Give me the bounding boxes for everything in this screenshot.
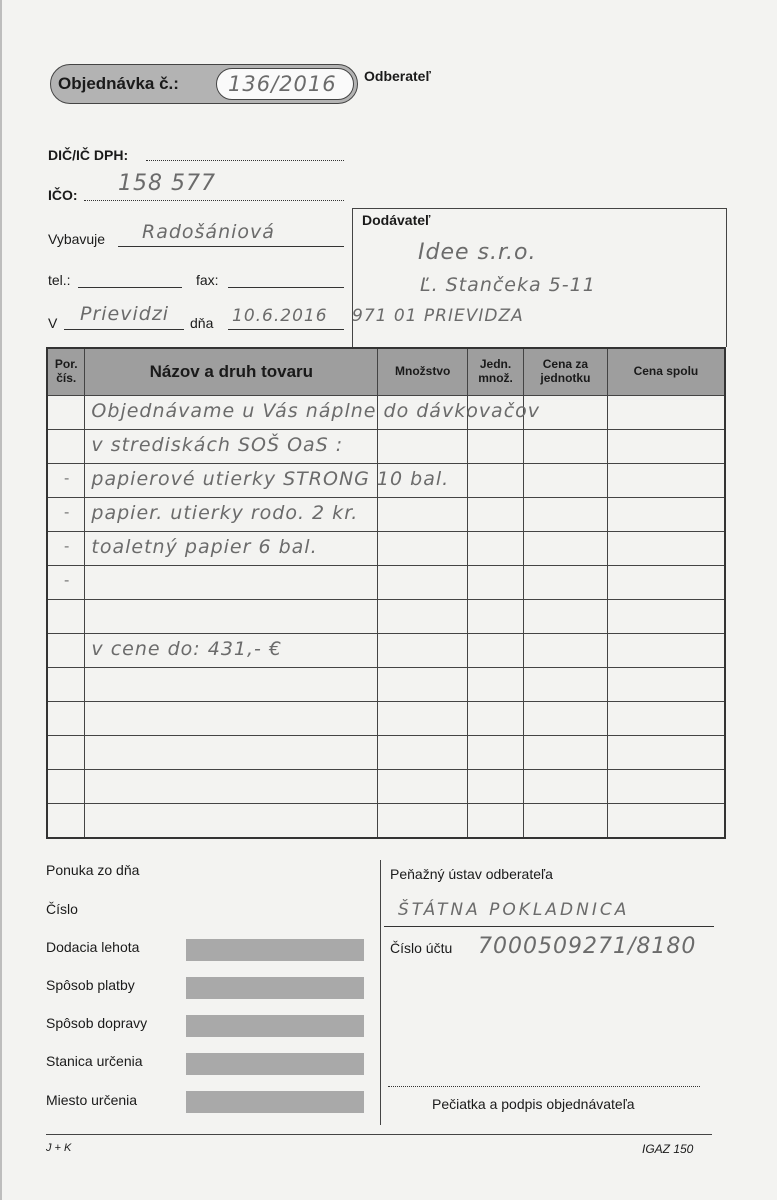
table-cell xyxy=(85,430,378,464)
table-cell xyxy=(85,396,541,430)
transport-label: Spôsob dopravy xyxy=(46,1015,148,1031)
table-cell xyxy=(468,532,524,566)
table-cell xyxy=(524,396,608,430)
table-cell xyxy=(378,498,468,532)
supplier-line-1: Idee s.r.o. xyxy=(418,240,537,265)
table-cell xyxy=(378,702,468,736)
table-cell xyxy=(85,736,378,770)
table-cell xyxy=(524,498,608,532)
row-text: papier. utierky rodo. 2 kr. xyxy=(91,502,359,524)
order-label: Objednávka č.: xyxy=(58,74,179,93)
table-cell xyxy=(85,634,378,668)
bank-field xyxy=(384,926,714,927)
header-total: Cena spolu xyxy=(607,348,725,396)
table-cell xyxy=(47,600,85,634)
customer-label: Odberateľ xyxy=(364,68,431,84)
table-row xyxy=(47,566,725,600)
table-cell xyxy=(47,396,85,430)
table-cell xyxy=(607,736,725,770)
fax-field xyxy=(228,287,344,288)
stamp-label: Pečiatka a podpis objednávateľa xyxy=(432,1096,635,1112)
handled-by-label: Vybavuje xyxy=(48,231,106,247)
table-cell xyxy=(468,702,524,736)
table-cell xyxy=(378,668,468,702)
row-text: v strediskách SOŠ OaS : xyxy=(91,434,344,456)
table-cell xyxy=(607,770,725,804)
table-cell xyxy=(378,464,468,498)
place-label: Miesto určenia xyxy=(46,1092,138,1108)
table-cell xyxy=(607,600,725,634)
table-cell xyxy=(468,634,524,668)
table-cell xyxy=(468,464,524,498)
row-text: v cene do: 431,- € xyxy=(91,638,283,660)
footer-divider xyxy=(380,860,381,1125)
bottom-right-code: IGAZ 150 xyxy=(642,1142,694,1156)
header-name: Názov a druh tovaru xyxy=(85,348,378,396)
table-row xyxy=(47,702,725,736)
supplier-line-3: 971 01 PRIEVIDZA xyxy=(352,306,524,326)
payment-label: Spôsob platby xyxy=(46,977,135,993)
table-cell xyxy=(524,668,608,702)
table-row xyxy=(47,668,725,702)
table-cell xyxy=(85,668,378,702)
table-cell xyxy=(378,566,468,600)
account-label: Číslo účtu xyxy=(390,940,453,956)
table-cell xyxy=(524,532,608,566)
table-cell xyxy=(524,430,608,464)
table-cell xyxy=(607,668,725,702)
date-value: 10.6.2016 xyxy=(232,306,328,326)
bottom-left-code: J + K xyxy=(46,1142,72,1154)
row-text: Objednávame u Vás náplne do dávkovačov xyxy=(91,400,541,422)
paper-edge xyxy=(0,0,2,1200)
tel-label: tel.: xyxy=(48,272,71,288)
table-row xyxy=(47,430,725,464)
ico-field xyxy=(84,200,344,201)
table-cell xyxy=(607,430,725,464)
table-cell xyxy=(47,464,85,498)
table-cell xyxy=(47,770,85,804)
in-label: V xyxy=(48,315,58,331)
table-cell xyxy=(85,566,378,600)
table-row xyxy=(47,634,725,668)
table-cell xyxy=(85,498,378,532)
supplier-line-2: Ľ. Stančeka 5-11 xyxy=(420,274,596,296)
table-cell xyxy=(468,430,524,464)
table-cell xyxy=(85,600,378,634)
account-value: 7000509271/8180 xyxy=(478,934,697,959)
items-header-row xyxy=(47,348,725,396)
items-table xyxy=(46,347,726,839)
order-number: 136/2016 xyxy=(228,72,337,96)
date-label: dňa xyxy=(190,315,214,331)
date-field xyxy=(228,329,344,330)
bottom-rule xyxy=(46,1134,712,1135)
table-cell xyxy=(607,566,725,600)
ico-value: 158 577 xyxy=(118,171,216,196)
table-cell xyxy=(607,464,725,498)
stamp-field xyxy=(388,1086,700,1087)
table-row xyxy=(47,804,725,839)
table-cell xyxy=(468,566,524,600)
table-cell xyxy=(524,736,608,770)
table-cell xyxy=(524,634,608,668)
table-cell xyxy=(47,634,85,668)
bank-value: ŠTÁTNA POKLADNICA xyxy=(398,900,630,920)
table-cell xyxy=(468,668,524,702)
table-cell xyxy=(468,600,524,634)
table-cell xyxy=(524,464,608,498)
table-cell xyxy=(468,736,524,770)
table-cell xyxy=(47,498,85,532)
number-label: Číslo xyxy=(46,901,78,917)
bank-label: Peňažný ústav odberateľa xyxy=(390,866,553,882)
header-qty: Množstvo xyxy=(378,348,468,396)
transport-bar xyxy=(186,1015,364,1037)
header-no: Por. čís. xyxy=(47,348,85,396)
table-row xyxy=(47,770,725,804)
header-unit-price: Cena za jednotku xyxy=(524,348,608,396)
table-cell xyxy=(607,634,725,668)
table-cell xyxy=(378,770,468,804)
row-dash: - xyxy=(64,470,70,487)
table-cell xyxy=(524,804,608,839)
table-row xyxy=(47,498,725,532)
dic-label: DIČ/IČ DPH: xyxy=(48,147,129,163)
place-bar xyxy=(186,1091,364,1113)
station-bar xyxy=(186,1053,364,1075)
table-cell xyxy=(607,532,725,566)
table-cell xyxy=(607,498,725,532)
table-cell xyxy=(378,634,468,668)
tel-field xyxy=(78,287,182,288)
city-field xyxy=(64,329,184,330)
row-text: toaletný papier 6 bal. xyxy=(91,536,318,558)
table-cell xyxy=(378,396,468,430)
handled-by-value: Radošániová xyxy=(142,221,275,243)
table-cell xyxy=(468,804,524,839)
table-row xyxy=(47,396,725,430)
supplier-label: Dodávateľ xyxy=(362,212,431,228)
table-cell xyxy=(47,532,85,566)
header-unit: Jedn. množ. xyxy=(468,348,524,396)
dic-field xyxy=(146,160,344,161)
table-cell xyxy=(607,804,725,839)
table-cell xyxy=(85,770,378,804)
table-cell xyxy=(47,804,85,839)
table-cell xyxy=(85,464,450,498)
table-cell xyxy=(85,702,378,736)
row-text: papierové utierky STRONG 10 bal. xyxy=(91,468,450,490)
delivery-label: Dodacia lehota xyxy=(46,939,140,955)
table-cell xyxy=(85,532,378,566)
table-cell xyxy=(47,430,85,464)
table-cell xyxy=(468,770,524,804)
city-value: Prievidzi xyxy=(80,303,170,325)
table-cell xyxy=(47,736,85,770)
table-cell xyxy=(468,396,524,430)
table-cell xyxy=(607,396,725,430)
table-cell xyxy=(47,668,85,702)
table-cell xyxy=(524,566,608,600)
table-cell xyxy=(378,736,468,770)
table-cell xyxy=(524,702,608,736)
table-cell xyxy=(85,804,378,839)
fax-label: fax: xyxy=(196,272,219,288)
table-cell xyxy=(378,430,468,464)
table-cell xyxy=(378,804,468,839)
table-row xyxy=(47,600,725,634)
table-row xyxy=(47,736,725,770)
table-row xyxy=(47,532,725,566)
table-cell xyxy=(47,702,85,736)
offer-label: Ponuka zo dňa xyxy=(46,862,140,878)
row-dash: - xyxy=(64,538,70,555)
table-cell xyxy=(524,770,608,804)
delivery-bar xyxy=(186,939,364,961)
table-cell xyxy=(378,600,468,634)
table-cell xyxy=(468,498,524,532)
handled-by-field xyxy=(118,246,344,247)
payment-bar xyxy=(186,977,364,999)
table-cell xyxy=(607,702,725,736)
table-cell xyxy=(524,600,608,634)
ico-label: IČO: xyxy=(48,187,78,203)
table-cell xyxy=(47,566,85,600)
row-dash: - xyxy=(64,572,70,589)
table-cell xyxy=(378,532,468,566)
station-label: Stanica určenia xyxy=(46,1053,143,1069)
table-row xyxy=(47,464,725,498)
row-dash: - xyxy=(64,504,70,521)
